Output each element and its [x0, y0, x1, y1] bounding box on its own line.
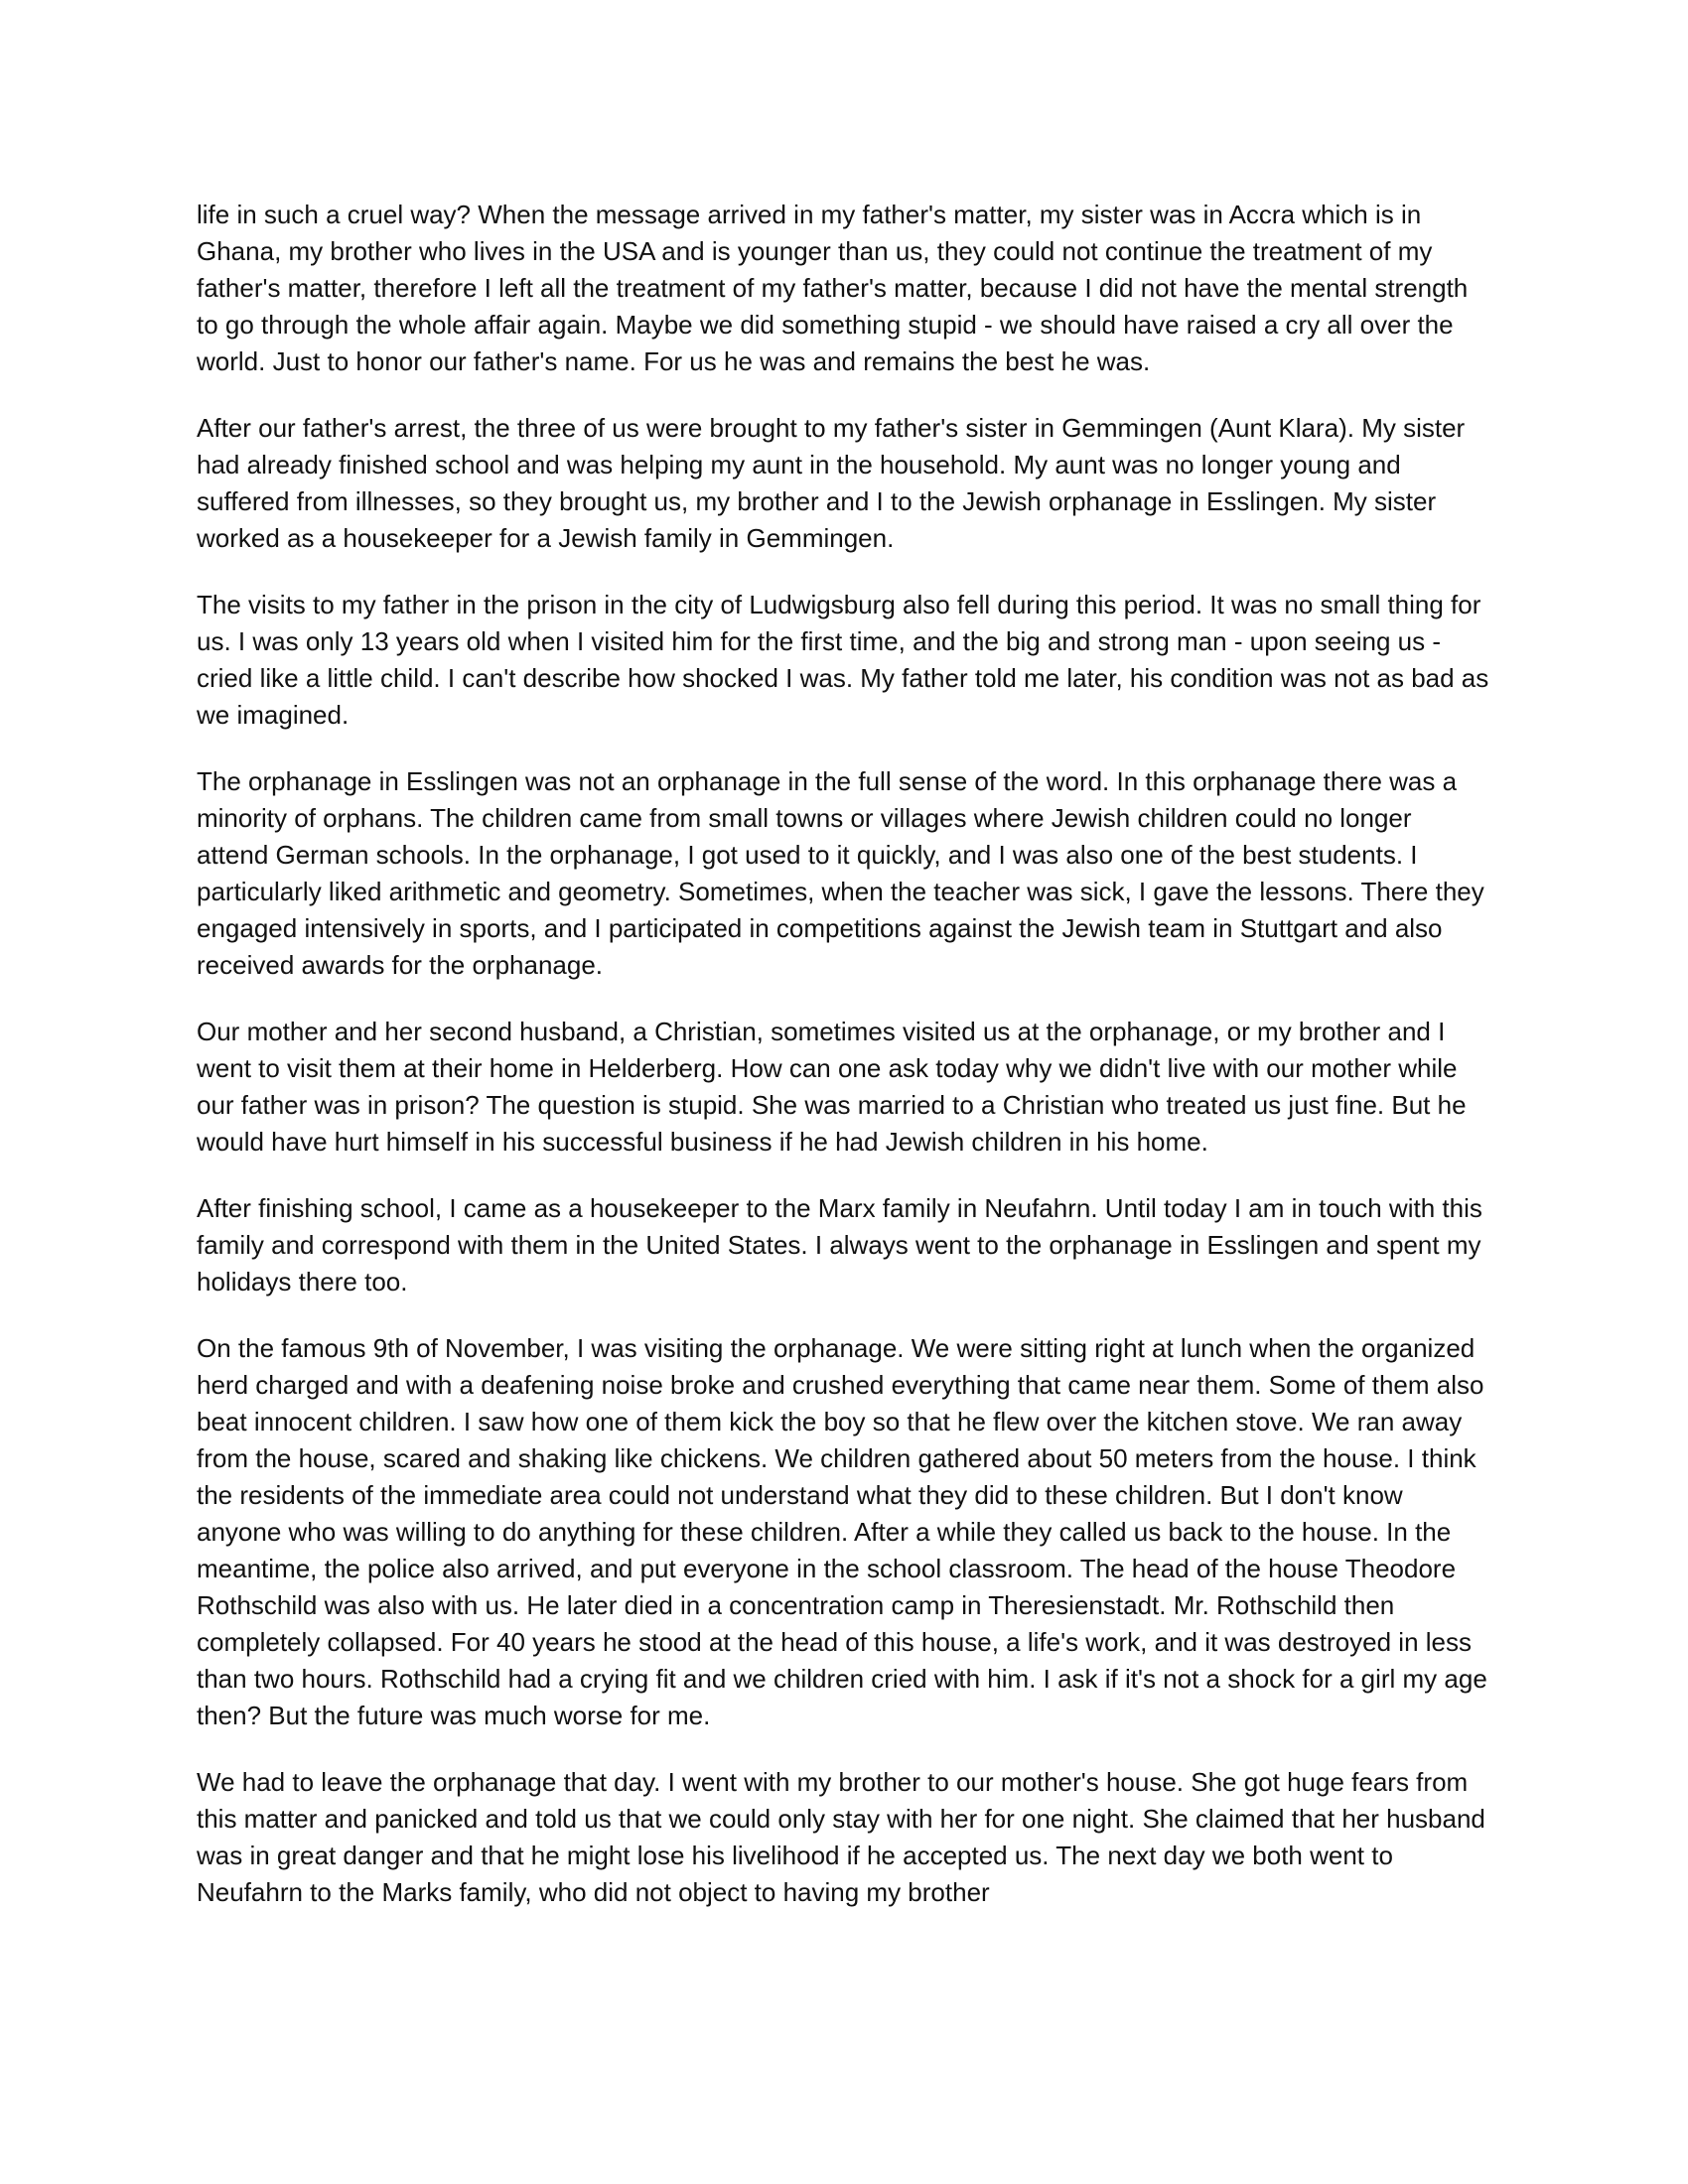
paragraph-4: The orphanage in Esslingen was not an orphanage in the full sense of the word. In this orphanage there was a minority of orphans. The children came from small towns or villages where Jewish children could no longer attend German schools. In the orphanage, I got used to it quickly, and I was also one of the best students. I particularly liked arithmetic and geometry. Sometimes, when the teacher was sick, I gave the lessons. There they engaged intensively in sports, and I participated in competitions against the Jewish team in Stuttgart and also received awards for the orphanage. [197, 766, 1484, 980]
paragraph-2: After our father's arrest, the three of us were brought to my father's sister in Gemmingen (Aunt Klara). My sister had already finished school and was helping my aunt in the household. My aunt was no longer young and suffered from illnesses, so they brought us, my brother and I to the Jewish orphanage in Esslingen. My sister worked as a housekeeper for a Jewish family in Gemmingen. [197, 413, 1466, 553]
paragraph-7: On the famous 9th of November, I was visiting the orphanage. We were sitting right at lunch when the organized herd charged and with a deafening noise broke and crushed everything that came near them. Some of them also beat innocent children. I saw how one of them kick the boy so that he flew over the kitchen stove. We ran away from the house, scared and shaking like chickens. We children gathered about 50 meters from the house. I think the residents of the immediate area could not understand what they did to these children. But I don't know anyone who was willing to do anything for these children. After a while they called us back to the house. In the meantime, the police also arrived, and put everyone in the school classroom. The head of the house Theodore Rothschild was also with us. He later died in a concentration camp in Theresienstadt. Mr. Rothschild then completely collapsed. For 40 years he stood at the head of this house, a life's work, and it was destroyed in less than two hours. Rothschild had a crying fit and we children cried with him. I ask if it's not a shock for a girl my age then? But the future was much worse for me. [197, 1333, 1487, 1730]
paragraph-5: Our mother and her second husband, a Christian, sometimes visited us at the orphanage, or my brother and I went to visit them at their home in Helderberg. How can one ask today why we didn't live with our mother while our father was in prison? The question is stupid. She was married to a Christian who treated us just fine. But he would have hurt himself in his successful business if he had Jewish children in his home. [197, 1017, 1467, 1157]
paragraph-3: The visits to my father in the prison in the city of Ludwigsburg also fell during this period. It was no small thing for us. I was only 13 years old when I visited him for the first time, and the big and strong man - upon seeing us - cried like a little child. I can't describe how shocked I was. My father told me later, his condition was not as bad as we imagined. [197, 590, 1489, 730]
paragraph-1: life in such a cruel way? When the message arrived in my father's matter, my sister was in Accra which is in Ghana, my brother who lives in the USA and is younger than us, they could not continue the treatment of my father's matter, therefore I left all the treatment of my father's matter, because I did not have the mental strength to go through the whole affair again. Maybe we did something stupid - we should have raised a cry all over the world. Just to honor our father's name. For us he was and remains the best he was. [197, 200, 1469, 376]
paragraph-6: After finishing school, I came as a housekeeper to the Marx family in Neufahrn. Until today I am in touch with this family and correspond with them in the United States. I always went to the orphanage in Esslingen and spent my holidays there too. [197, 1193, 1482, 1297]
document-body [197, 197, 1489, 1941]
paragraph-8: We had to leave the orphanage that day. I went with my brother to our mother's house. She got huge fears from this matter and panicked and told us that we could only stay with her for one night. She claimed that her husband was in great danger and that he might lose his livelihood if he accepted us. The next day we both went to Neufahrn to the Marks family, who did not object to having my brother [197, 1767, 1485, 1907]
